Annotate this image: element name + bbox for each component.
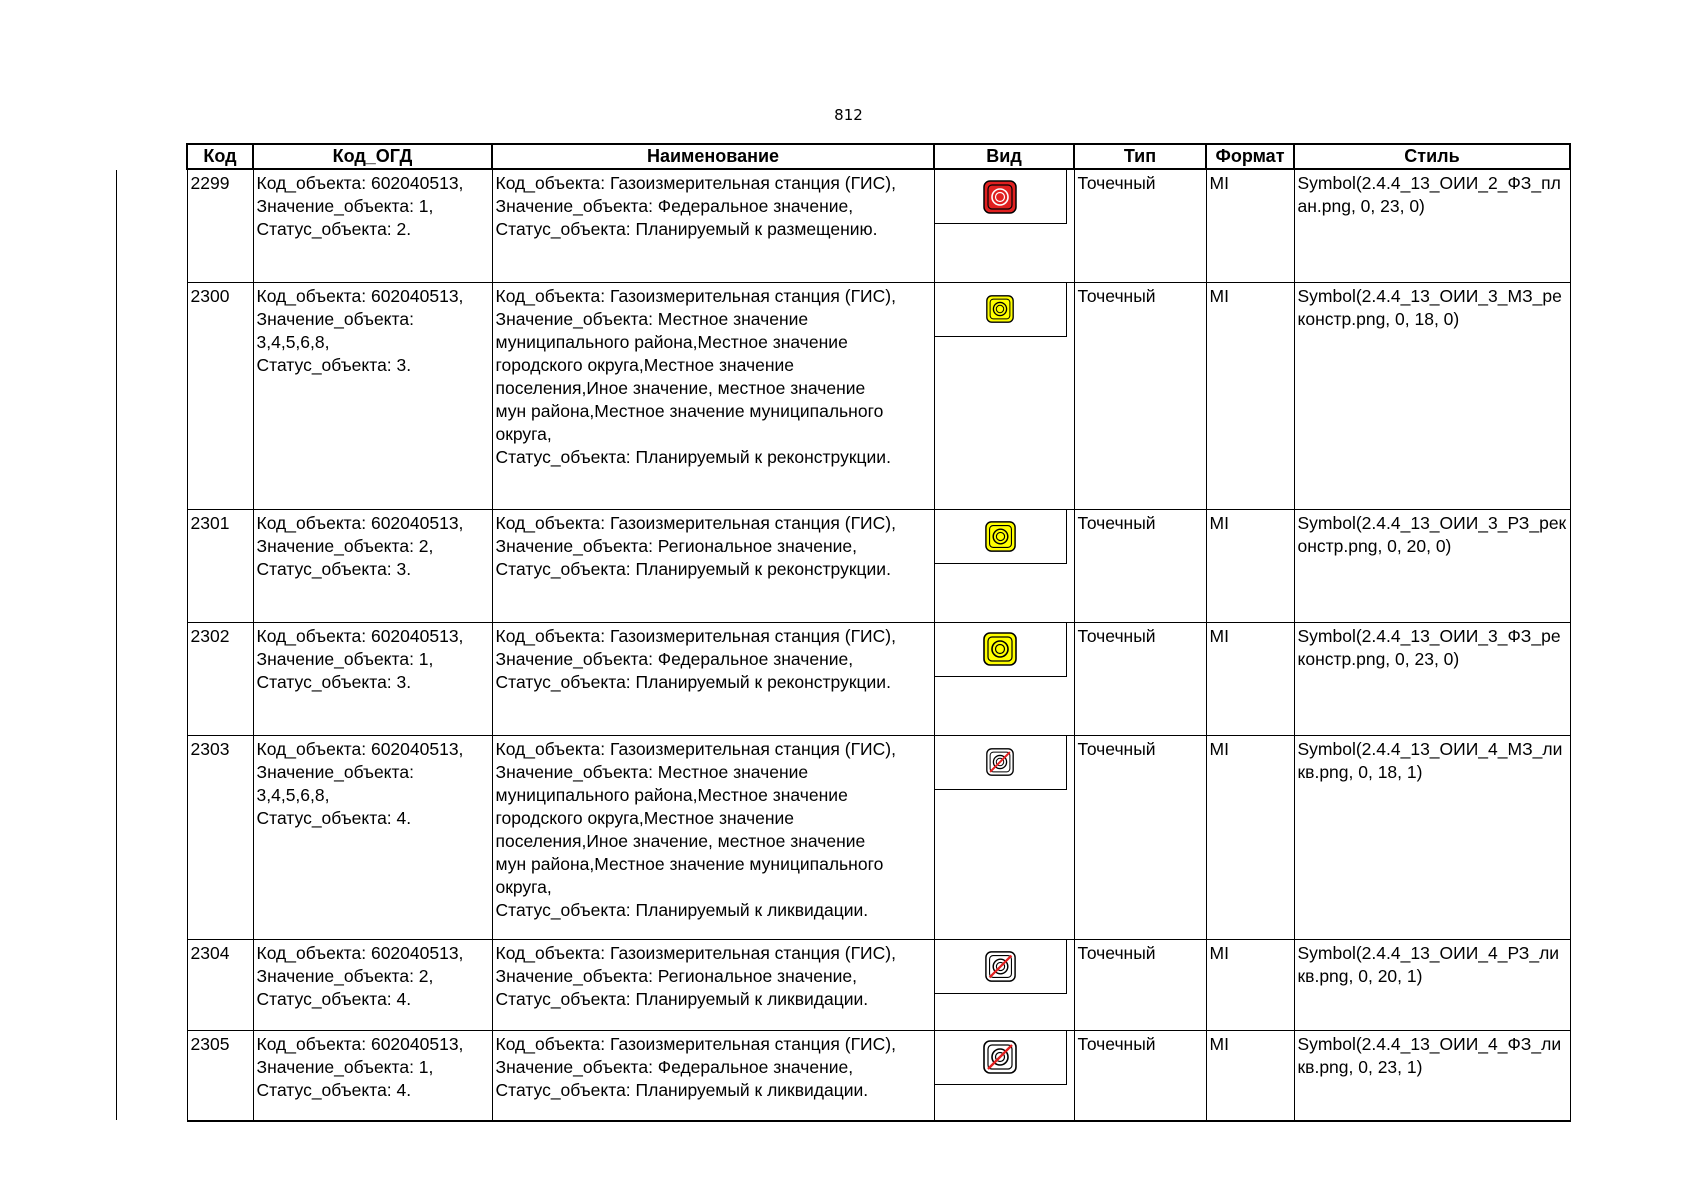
ogd-cell: Код_объекта: 602040513, Значение_объекта: 2, Статус_объекта: 3. [253, 509, 492, 622]
style-cell: Symbol(2.4.4_13_ОИИ_4_РЗ_ликв.png, 0, 20, 1) [1294, 939, 1570, 1030]
gas-station-liquidation-local-icon [986, 748, 1014, 776]
code-cell: 2305 [187, 1030, 253, 1121]
ogd-cell: Код_объекта: 602040513, Значение_объекта: 1, Статус_объекта: 2. [253, 169, 492, 282]
view-box [935, 736, 1067, 790]
view-cell [934, 169, 1074, 282]
header-code: Код [187, 144, 253, 169]
table-row [187, 282, 1570, 509]
table-row [187, 622, 1570, 735]
view-box [935, 623, 1067, 677]
type-cell: Точечный [1074, 509, 1206, 622]
gas-station-liquidation-regional-icon [985, 951, 1016, 982]
type-cell: Точечный [1074, 622, 1206, 735]
style-cell: Symbol(2.4.4_13_ОИИ_4_МЗ_ликв.png, 0, 18, 1) [1294, 735, 1570, 939]
view-box [935, 510, 1067, 564]
view-cell [934, 939, 1074, 1030]
view-box [935, 940, 1067, 994]
format-cell: MI [1206, 509, 1294, 622]
table-row [187, 939, 1570, 1030]
ogd-cell: Код_объекта: 602040513, Значение_объекта: 1, Статус_объекта: 3. [253, 622, 492, 735]
ogd-cell: Код_объекта: 602040513, Значение_объекта: 3,4,5,6,8, Статус_объекта: 4. [253, 735, 492, 939]
header-format: Формат [1206, 144, 1294, 169]
code-cell: 2304 [187, 939, 253, 1030]
format-cell: MI [1206, 282, 1294, 509]
name-cell: Код_объекта: Газоизмерительная станция (ГИС), Значение_объекта: Региональное значение, Статус_объекта: Планируемый к реконструкции. [492, 509, 934, 622]
format-cell: MI [1206, 1030, 1294, 1121]
gas-station-liquidation-federal-icon [983, 1040, 1017, 1074]
format-cell: MI [1206, 622, 1294, 735]
style-cell: Symbol(2.4.4_13_ОИИ_2_ФЗ_план.png, 0, 23, 0) [1294, 169, 1570, 282]
name-cell: Код_объекта: Газоизмерительная станция (ГИС), Значение_объекта: Региональное значение, Статус_объекта: Планируемый к ликвидации. [492, 939, 934, 1030]
view-cell [934, 1030, 1074, 1121]
view-cell [934, 282, 1074, 509]
format-cell: MI [1206, 735, 1294, 939]
view-cell [934, 735, 1074, 939]
type-cell: Точечный [1074, 735, 1206, 939]
table-row [187, 169, 1570, 282]
view-cell [934, 622, 1074, 735]
view-box [935, 283, 1067, 337]
name-cell: Код_объекта: Газоизмерительная станция (ГИС), Значение_объекта: Местное значение муниципального района,Местное значение городского округа,Местное значение поселения,Иное значение, местное значение мун района,Местное значение муниципального округа, Статус_объекта: Планируемый к ликвидации. [492, 735, 934, 939]
view-box [935, 1031, 1067, 1085]
name-cell: Код_объекта: Газоизмерительная станция (ГИС), Значение_объекта: Местное значение муниципального района,Местное значение городского округа,Местное значение поселения,Иное значение, местное значение мун района,Местное значение муниципального округа, Статус_объекта: Планируемый к реконструкции. [492, 282, 934, 509]
code-cell: 2301 [187, 509, 253, 622]
format-cell: MI [1206, 169, 1294, 282]
style-cell: Symbol(2.4.4_13_ОИИ_3_ФЗ_реконстр.png, 0, 23, 0) [1294, 622, 1570, 735]
style-cell: Symbol(2.4.4_13_ОИИ_4_ФЗ_ликв.png, 0, 23, 1) [1294, 1030, 1570, 1121]
header-style: Стиль [1294, 144, 1570, 169]
ogd-cell: Код_объекта: 602040513, Значение_объекта: 1, Статус_объекта: 4. [253, 1030, 492, 1121]
style-cell: Symbol(2.4.4_13_ОИИ_3_МЗ_реконстр.png, 0, 18, 0) [1294, 282, 1570, 509]
style-cell: Symbol(2.4.4_13_ОИИ_3_РЗ_реконстр.png, 0, 20, 0) [1294, 509, 1570, 622]
type-cell: Точечный [1074, 939, 1206, 1030]
code-cell: 2300 [187, 282, 253, 509]
code-cell: 2299 [187, 169, 253, 282]
table-row [187, 1030, 1570, 1121]
gas-station-reconstruction-regional-icon [985, 521, 1016, 552]
name-cell: Код_объекта: Газоизмерительная станция (ГИС), Значение_объекта: Федеральное значение, Статус_объекта: Планируемый к размещению. [492, 169, 934, 282]
header-ogd: Код_ОГД [253, 144, 492, 169]
format-cell: MI [1206, 939, 1294, 1030]
symbol-legend-table [186, 143, 1571, 1122]
gas-station-reconstruction-local-icon [986, 295, 1014, 323]
gas-station-planned-federal-icon [983, 180, 1017, 214]
ogd-cell: Код_объекта: 602040513, Значение_объекта: 2, Статус_объекта: 4. [253, 939, 492, 1030]
view-cell [934, 509, 1074, 622]
header-name: Наименование [492, 144, 934, 169]
header-type: Тип [1074, 144, 1206, 169]
header-view: Вид [934, 144, 1074, 169]
ogd-cell: Код_объекта: 602040513, Значение_объекта: 3,4,5,6,8, Статус_объекта: 3. [253, 282, 492, 509]
header-row [187, 144, 1570, 169]
page-number: 812 [834, 106, 863, 124]
table-row [187, 735, 1570, 939]
type-cell: Точечный [1074, 169, 1206, 282]
view-box [935, 170, 1067, 224]
margin-line [116, 170, 117, 1120]
code-cell: 2302 [187, 622, 253, 735]
code-cell: 2303 [187, 735, 253, 939]
gas-station-reconstruction-federal-icon [983, 632, 1017, 666]
type-cell: Точечный [1074, 1030, 1206, 1121]
type-cell: Точечный [1074, 282, 1206, 509]
name-cell: Код_объекта: Газоизмерительная станция (ГИС), Значение_объекта: Федеральное значение, Статус_объекта: Планируемый к реконструкции. [492, 622, 934, 735]
table-row [187, 509, 1570, 622]
name-cell: Код_объекта: Газоизмерительная станция (ГИС), Значение_объекта: Федеральное значение, Статус_объекта: Планируемый к ликвидации. [492, 1030, 934, 1121]
